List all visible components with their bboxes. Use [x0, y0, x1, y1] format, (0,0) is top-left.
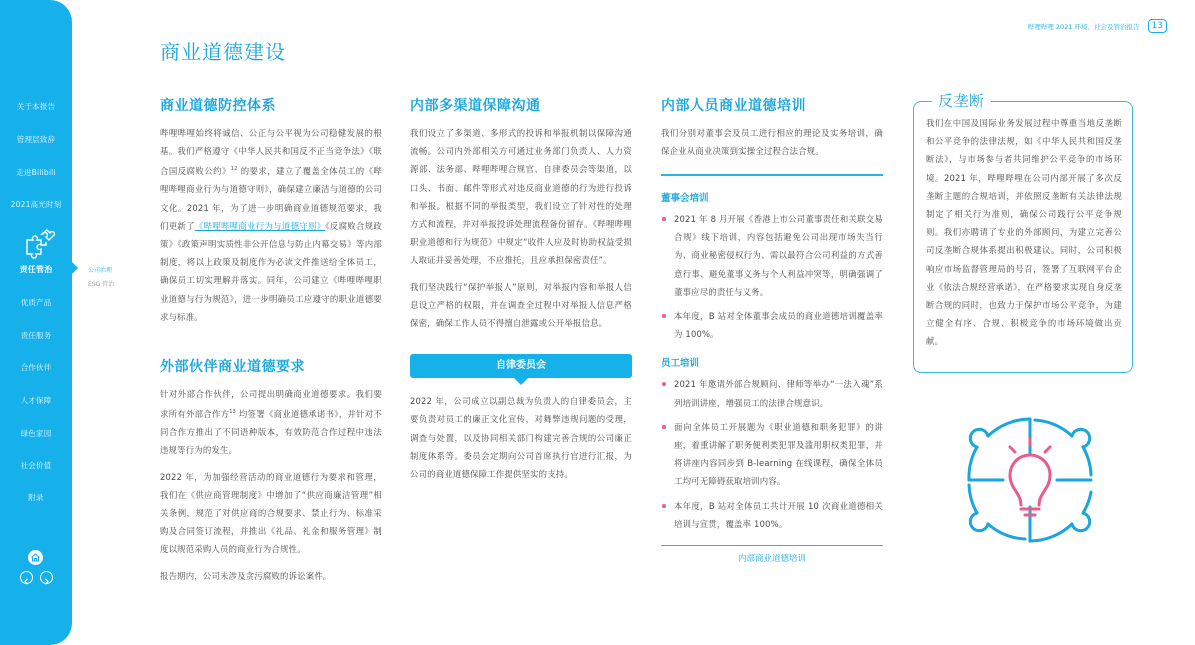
- staff-training-item: 2021 年邀请外部合规顾问、律师等举办“一法入魂”系列培训讲座，增强员工的法律合规意识。: [661, 375, 883, 411]
- lightbulb-team-icon: [955, 405, 1105, 555]
- partner-ethics-paragraph-2: 2022 年，为加强经营活动的商业道德行为要求和管理，我们在《供应商管理制度》中增加了“供应商廉洁管理”相关条例，规范了对供应商的合规要求、禁止行为、标准采购及合同签订流程，并推出《礼品、礼金和服务管理》制度以规范采购人员的商业行为合规性。: [160, 471, 382, 555]
- chevron-left-icon: [21, 576, 32, 587]
- footnote-ref: 13: [229, 409, 237, 416]
- channels-paragraph-2: 我们坚决践行“保护举报人”原则，对举报内容和举报人信息设立严格的权限，并在调查全过程中对举报人信息严格保密，确保工作人员不得擅自泄露或公开举报信息。: [410, 281, 632, 329]
- sidebar-item-responsible-service[interactable]: 责任服务: [20, 331, 52, 340]
- staff-training-item: 本年度，B 站对全体员工共计开展 10 次商业道德相关培训与宣贯，覆盖率 100%。: [661, 497, 883, 533]
- home-button[interactable]: [28, 550, 43, 565]
- text-span: 《反腐败合规政策》《政策声明实质性非公开信息与防止内幕交易》等内部制度，将以上政策及制度作为必读文件推送给全体员工，确保员工切实理解并落实。同年，公司建立《哔哩哔哩职业道德与行为规范》，进一步明确员工应遵守的职业道德要求与标准。: [160, 220, 382, 322]
- staff-training-item: 面向全体员工开展题为《职业道德和职务犯罪》的讲座，着重讲解了职务便利类犯罪及滥用职权类犯罪，并将讲座内容同步到 B-learning 在线课程，确保全体员工均可无障碍获取培训内容。: [661, 418, 883, 491]
- page-header: [1028, 19, 1167, 33]
- sidebar-item-appendix[interactable]: 附录: [28, 493, 44, 502]
- footnote-ref: 12: [230, 166, 238, 173]
- board-training-title: 董事会培训: [661, 192, 709, 204]
- next-page-button[interactable]: [40, 571, 53, 584]
- partner-ethics-paragraph-1: [160, 385, 382, 460]
- sidebar-item-partners[interactable]: 合作伙伴: [20, 363, 52, 372]
- text-span: 针对外部合作伙伴，公司提出明确商业道德要求。我们要求所有外部合作方: [160, 389, 382, 420]
- chevron-right-icon: [41, 576, 52, 587]
- ethics-control-paragraph: [160, 124, 382, 326]
- report-title: 哔哩哔哩 2021 环境、社会及管治报告: [1027, 22, 1140, 31]
- committee-heading: 自律委员会: [410, 354, 632, 378]
- training-intro: 我们分别对董事会及员工进行相应的理论及实务培训，确保企业从商业决策到实操全过程合法合规。: [661, 128, 883, 157]
- prev-page-button[interactable]: [20, 571, 33, 584]
- code-of-conduct-link[interactable]: 《哔哩哔哩商业行为与道德守则》: [194, 220, 326, 231]
- sidebar-item-highlights-2021[interactable]: 2021高光时刻: [10, 200, 62, 209]
- sidebar-item-about-bilibili[interactable]: 走进Bilibili: [16, 168, 56, 177]
- subnav-esg-governance[interactable]: ESG 管治: [88, 281, 115, 288]
- divider: [661, 174, 883, 176]
- text-span: 哔哩哔哩始终将诚信、公正与公平视为公司稳健发展的根基。我们严格遵守《中华人民共和国反不正当竞争法》《联合国反腐败公约》: [160, 128, 382, 177]
- active-section-pointer: [72, 262, 78, 274]
- antitrust-title: 反垄断: [932, 90, 991, 111]
- column-internal-channels: [410, 95, 632, 491]
- home-icon: [28, 550, 43, 565]
- page-title: 商业道德建设: [160, 40, 286, 64]
- board-training-item: 本年度，B 站对全体董事会成员的商业道德培训覆盖率为 100%。: [661, 307, 883, 343]
- subnav-corporate-governance[interactable]: 公司治理: [88, 267, 113, 274]
- page-number: 13: [1148, 19, 1167, 33]
- section-title-partner-ethics: 外部伙伴商业道德要求: [160, 359, 305, 376]
- sidebar-item-about-report[interactable]: 关于本报告: [16, 102, 56, 111]
- section-title-training: 内部人员商业道德培训: [661, 98, 806, 114]
- sidebar-item-talent[interactable]: 人才保障: [20, 396, 52, 405]
- staff-training-title: 员工培训: [661, 358, 700, 370]
- text-span: 均签署《商业道德承诺书》，并针对不同合作方推出了不同语种版本，有效防范合作过程中违法违规等行为的发生。: [160, 409, 382, 456]
- column-internal-training: [661, 95, 883, 564]
- antitrust-box: [913, 92, 1133, 373]
- text-span: 的要求，建立了覆盖全体员工的《哔哩哔哩商业行为与道德守则》，确保建立廉洁与道德的公司文化。2021 年，为了进一步明确商业道德规范要求，我们更新了: [160, 166, 382, 231]
- puzzle-icon: [24, 228, 56, 260]
- sidebar-item-quality-products[interactable]: 优质产品: [20, 298, 52, 307]
- sidebar-item-green-home[interactable]: 绿色家园: [20, 429, 52, 438]
- sidebar-item-responsible-governance[interactable]: 责任管治: [19, 265, 53, 274]
- sidebar-nav: [0, 0, 72, 645]
- section-title-ethics-control: 商业道德防控体系: [160, 98, 276, 114]
- sidebar-item-management-message[interactable]: 管理层致辞: [16, 135, 56, 144]
- divider: [661, 545, 883, 547]
- board-training-item: 2021 年 8 月开展《香港上市公司董事责任和关联交易合规》线下培训，内容包括避免公司出现市场失当行为、商业秘密侵权行为、需以最符合公司利益的方式善意行事、避免董事义务与个人利益冲突等，明确强调了董事应尽的责任与义务。: [661, 210, 883, 301]
- sidebar-item-social-value[interactable]: 社会价值: [20, 461, 52, 470]
- training-caption: 内部商业道德培训: [737, 554, 806, 565]
- partner-ethics-paragraph-3: 报告期内，公司未涉及贪污腐败的诉讼案件。: [160, 570, 332, 581]
- committee-paragraph: 2022 年，公司成立以副总裁为负责人的自律委员会，主要负责对员工的廉正文化宣传，对舞弊违规问题的受理，调查与处置，以及协同相关部门构建完善合规的公司廉正制度体系等。委员会定期向公司首席执行官进行汇报，为公司的商业道德保障工作提供坚实的支持。: [410, 396, 632, 480]
- column-business-ethics: [160, 95, 382, 593]
- channels-paragraph-1: 我们设立了多渠道、多形式的投诉和举报机制以保障沟通流畅。公司内外部相关方可通过业务部门负责人、人力资源部、法务部、哔哩哔哩合规官、自律委员会等渠道，以口头、书面、邮件等形式对违反商业道德的行为进行投诉和举报。根据不同的举报类型，我们设立了针对性的处理方式和流程，并对举报投诉处理流程备份留存。《哔哩哔哩职业道德和行为规范》中规定“收件人应及时协助权益受损人取证并妥善处理，不应推托，且应承担保密责任”。: [410, 128, 632, 266]
- section-title-internal-channels: 内部多渠道保障沟通: [410, 98, 541, 114]
- antitrust-paragraph: 我们在中国及国际业务发展过程中尊重当地反垄断和公平竞争的法律法规，如《中华人民共和国反垄断法》，与市场参与者共同维护公平竞争的市场环境。2021 年，哔哩哔哩在公司内部开展了多次反垄断主题的合规培训，并依照反垄断有关法律法规制定了相关行为准则，确保公司践行公平竞争规则。我们亦聘请了专业的外部顾问，为建立完善公司反垄断合规体系提出积极建议。同时，公司积极响应市场监督管理局的号召，签署了互联网平台企业《依法合规经营承诺》，在严格要求实现自身反垄断合规的同时，也致力于保护市场公平竞争，为建立健全有序、合规、积极竞争的市场环境做出贡献。: [926, 118, 1122, 347]
